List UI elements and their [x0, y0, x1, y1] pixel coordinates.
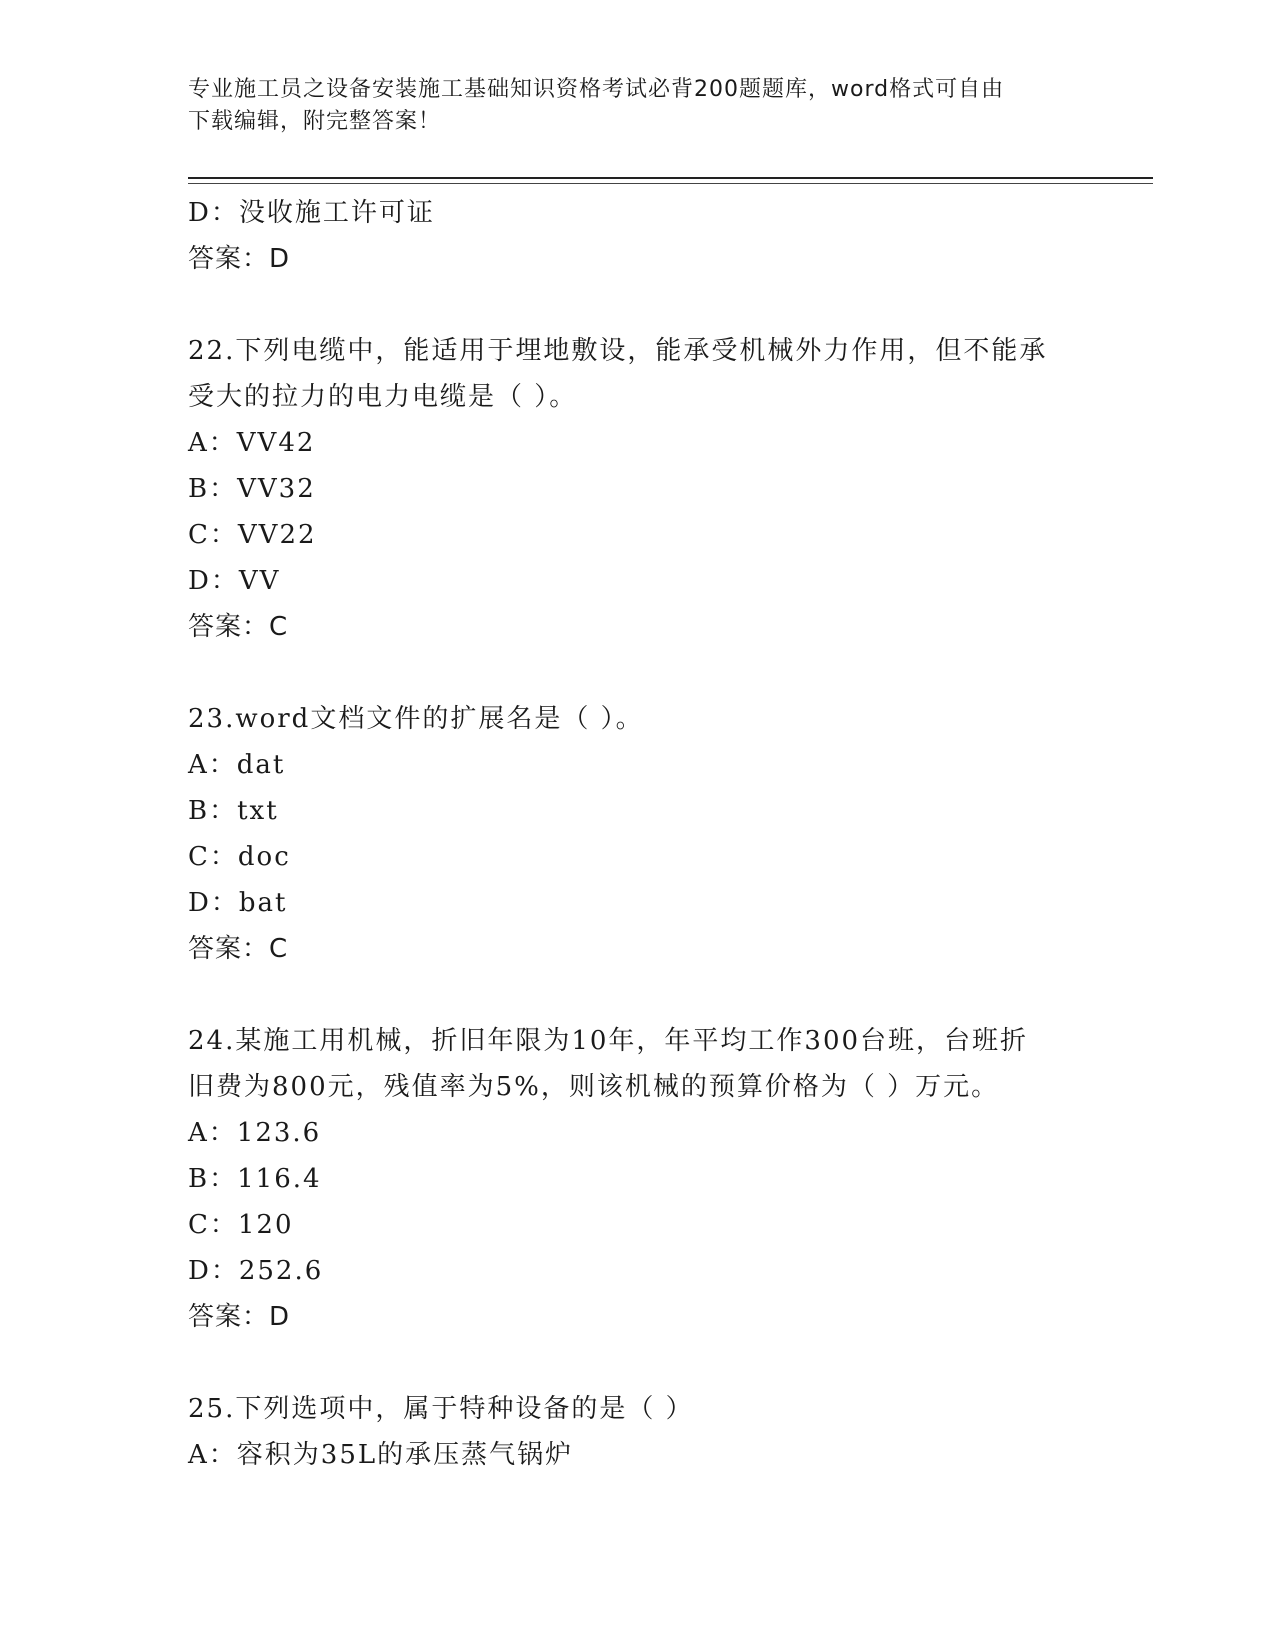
- option-c: C：doc: [188, 842, 291, 872]
- spacer: [188, 1340, 1088, 1386]
- question-25: [188, 1386, 1088, 1478]
- spacer: [188, 650, 1088, 696]
- option-d: D：VV: [188, 566, 281, 596]
- option-b: B：txt: [188, 796, 279, 826]
- answer-line: 答案：C: [188, 934, 289, 964]
- question-21-tail: [188, 190, 1088, 282]
- spacer: [188, 972, 1088, 1018]
- header-divider-thick: [188, 177, 1153, 179]
- header-line-1: 专业施工员之设备安装施工基础知识资格考试必背200题题库，word格式可自由: [188, 77, 1005, 102]
- spacer: [188, 282, 1088, 328]
- option-c: C：120: [188, 1210, 294, 1240]
- header-line-2: 下载编辑，附完整答案！: [188, 109, 442, 134]
- question-23: [188, 696, 1088, 972]
- option-a: A：dat: [188, 750, 286, 780]
- question-list: [188, 190, 1088, 1478]
- option-b: B：VV32: [188, 474, 316, 504]
- question-text-line-2: 受大的拉力的电力电缆是（ ）。: [188, 382, 578, 412]
- question-text-line-2: 旧费为800元，残值率为5%，则该机械的预算价格为（ ）万元。: [188, 1072, 1000, 1102]
- answer-line: 答案：D: [188, 244, 291, 274]
- header-divider-thin: [188, 183, 1153, 184]
- question-24: [188, 1018, 1088, 1340]
- question-text-line-1: 24.某施工用机械，折旧年限为10年，年平均工作300台班，台班折: [188, 1026, 1029, 1056]
- option-d: D：252.6: [188, 1256, 324, 1286]
- option-d: D：没收施工许可证: [188, 198, 435, 228]
- option-a: A：容积为35L的承压蒸气锅炉: [188, 1440, 574, 1470]
- answer-line: 答案：C: [188, 612, 289, 642]
- question-text-line-1: 23.word文档文件的扩展名是（ ）。: [188, 704, 644, 734]
- option-b: B：116.4: [188, 1164, 322, 1194]
- option-c: C：VV22: [188, 520, 317, 550]
- question-text-line-1: 22.下列电缆中，能适用于埋地敷设，能承受机械外力作用，但不能承: [188, 336, 1048, 366]
- option-d: D：bat: [188, 888, 288, 918]
- question-text-line-1: 25.下列选项中，属于特种设备的是（ ）: [188, 1394, 694, 1424]
- document-header: [188, 74, 1088, 138]
- option-a: A：123.6: [188, 1118, 322, 1148]
- option-a: A：VV42: [188, 428, 316, 458]
- question-22: [188, 328, 1088, 650]
- answer-line: 答案：D: [188, 1302, 291, 1332]
